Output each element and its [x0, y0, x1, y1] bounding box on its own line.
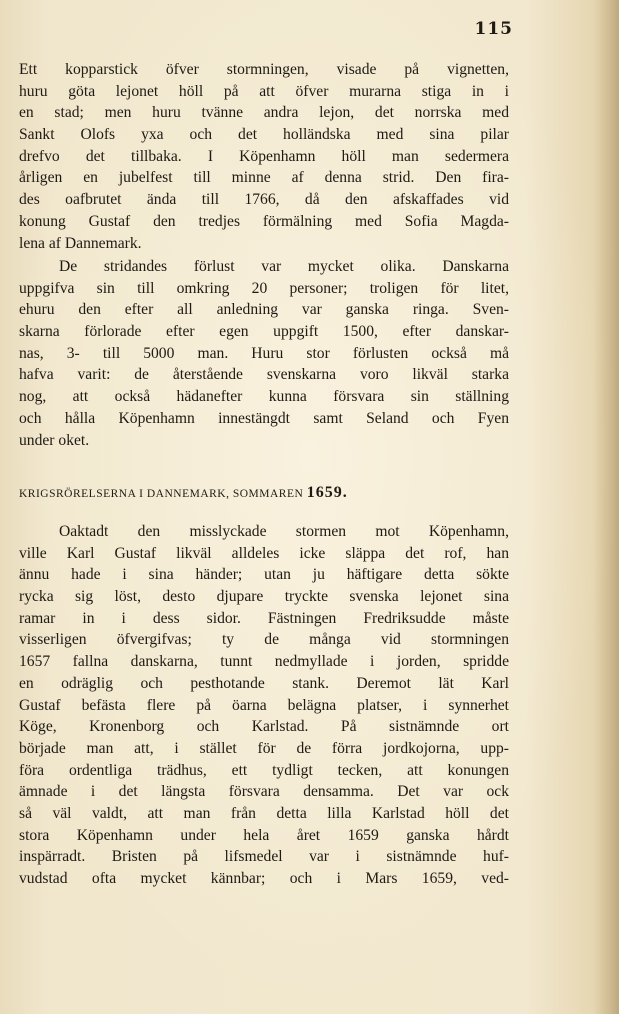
text-line: lena af Dannemark. — [19, 234, 142, 252]
text-line: inspärradt. Bristen på lifsmedel var i sistnämnde huf- — [19, 848, 509, 866]
text-line: ramar in i dess sidor. Fästningen Fredriksudde måste — [19, 609, 509, 627]
paragraph-3 — [19, 521, 509, 890]
text-line: Sankt Olofs yxa och det holländska med sina pilar — [19, 126, 509, 144]
text-line: konung Gustaf den tredjes förmälning med Sofia Magda- — [19, 212, 509, 230]
text-line: De stridandes förlust var mycket olika. Danskarna — [59, 258, 509, 275]
text-line: nog, att också hädanefter kunna försvara sin ställning — [19, 388, 509, 406]
text-line: ämnade i det längsta försvara densamma. Det var ock — [19, 783, 509, 801]
section-heading-text: KRIGSRÖRELSERNA I DANNEMARK, SOMMAREN — [19, 488, 304, 500]
text-line: vudstad ofta mycket kännbar; och i Mars 1659, ved- — [19, 870, 509, 887]
text-line: ville Karl Gustaf likväl alldeles icke släppa det rof, han — [19, 544, 509, 562]
text-line: började man att, i stället för de förra jordkojorna, upp- — [19, 739, 509, 757]
text-line: ehuru den efter all anledning var ganska ringa. Sven- — [19, 301, 509, 319]
text-line: stora Köpenhamn under hela året 1659 ganska hårdt — [19, 826, 509, 844]
text-line: uppgifva sin till omkring 20 personer; troligen för litet, — [19, 279, 509, 297]
text-line: och hålla Köpenhamn innestängdt samt Seland och Fyen — [19, 409, 509, 427]
text-line: huru göta lejonet höll på att öfver murarna stiga in i — [19, 82, 509, 100]
text-line: nas, 3- till 5000 man. Huru stor förlusten också må — [19, 344, 509, 362]
page-number: 115 — [474, 19, 513, 39]
text-line: rycka sig löst, desto djupare tryckte svenska lejonet sina — [19, 588, 509, 606]
paragraph-2 — [19, 256, 509, 451]
text-line: under oket. — [19, 431, 90, 449]
paragraph-1 — [19, 59, 509, 254]
text-line: en odräglig och pesthotande stank. Deremot lät Karl — [19, 674, 509, 692]
section-heading — [19, 484, 489, 502]
text-line: visserligen öfvergifvas; ty de många vid stormningen — [19, 631, 509, 649]
text-line: Gustaf befästa flere på öarna belägna platser, i synnerhet — [19, 696, 509, 714]
text-line: Oaktadt den misslyckade stormen mot Köpenhamn, — [59, 523, 509, 540]
text-line: årligen en jubelfest till minne af denna strid. Den fira- — [19, 169, 509, 187]
text-line: ännu hade i sina händer; utan ju häftigare detta sökte — [19, 566, 509, 584]
text-line: föra ordentliga trädhus, ett tydligt tecken, att konungen — [19, 761, 509, 779]
text-line: skarna förlorade efter egen uppgift 1500, efter danskar- — [19, 323, 509, 341]
text-line: så väl valdt, att man från detta lilla Karlstad höll det — [19, 804, 509, 822]
text-line: Ett kopparstick öfver stormningen, visade på vignetten, — [19, 61, 509, 78]
text-line: en stad; men huru tvänne andra lejon, det norrska med — [19, 104, 509, 122]
text-line: drefvo det tillbaka. I Köpenhamn höll man sedermera — [19, 147, 509, 165]
text-line: hafva varit: de återstående svenskarna voro likväl starka — [19, 366, 509, 384]
page-edge-shadow — [593, 0, 619, 1014]
section-heading-year: 1659. — [306, 484, 348, 501]
text-line: 1657 fallna danskarna, tunnt nedmyllade i jorden, spridde — [19, 653, 509, 671]
text-line: Köge, Kronenborg och Karlstad. På sistnämnde ort — [19, 718, 509, 736]
text-line: des oafbrutet ända till 1766, då den afskaffades vid — [19, 191, 509, 209]
